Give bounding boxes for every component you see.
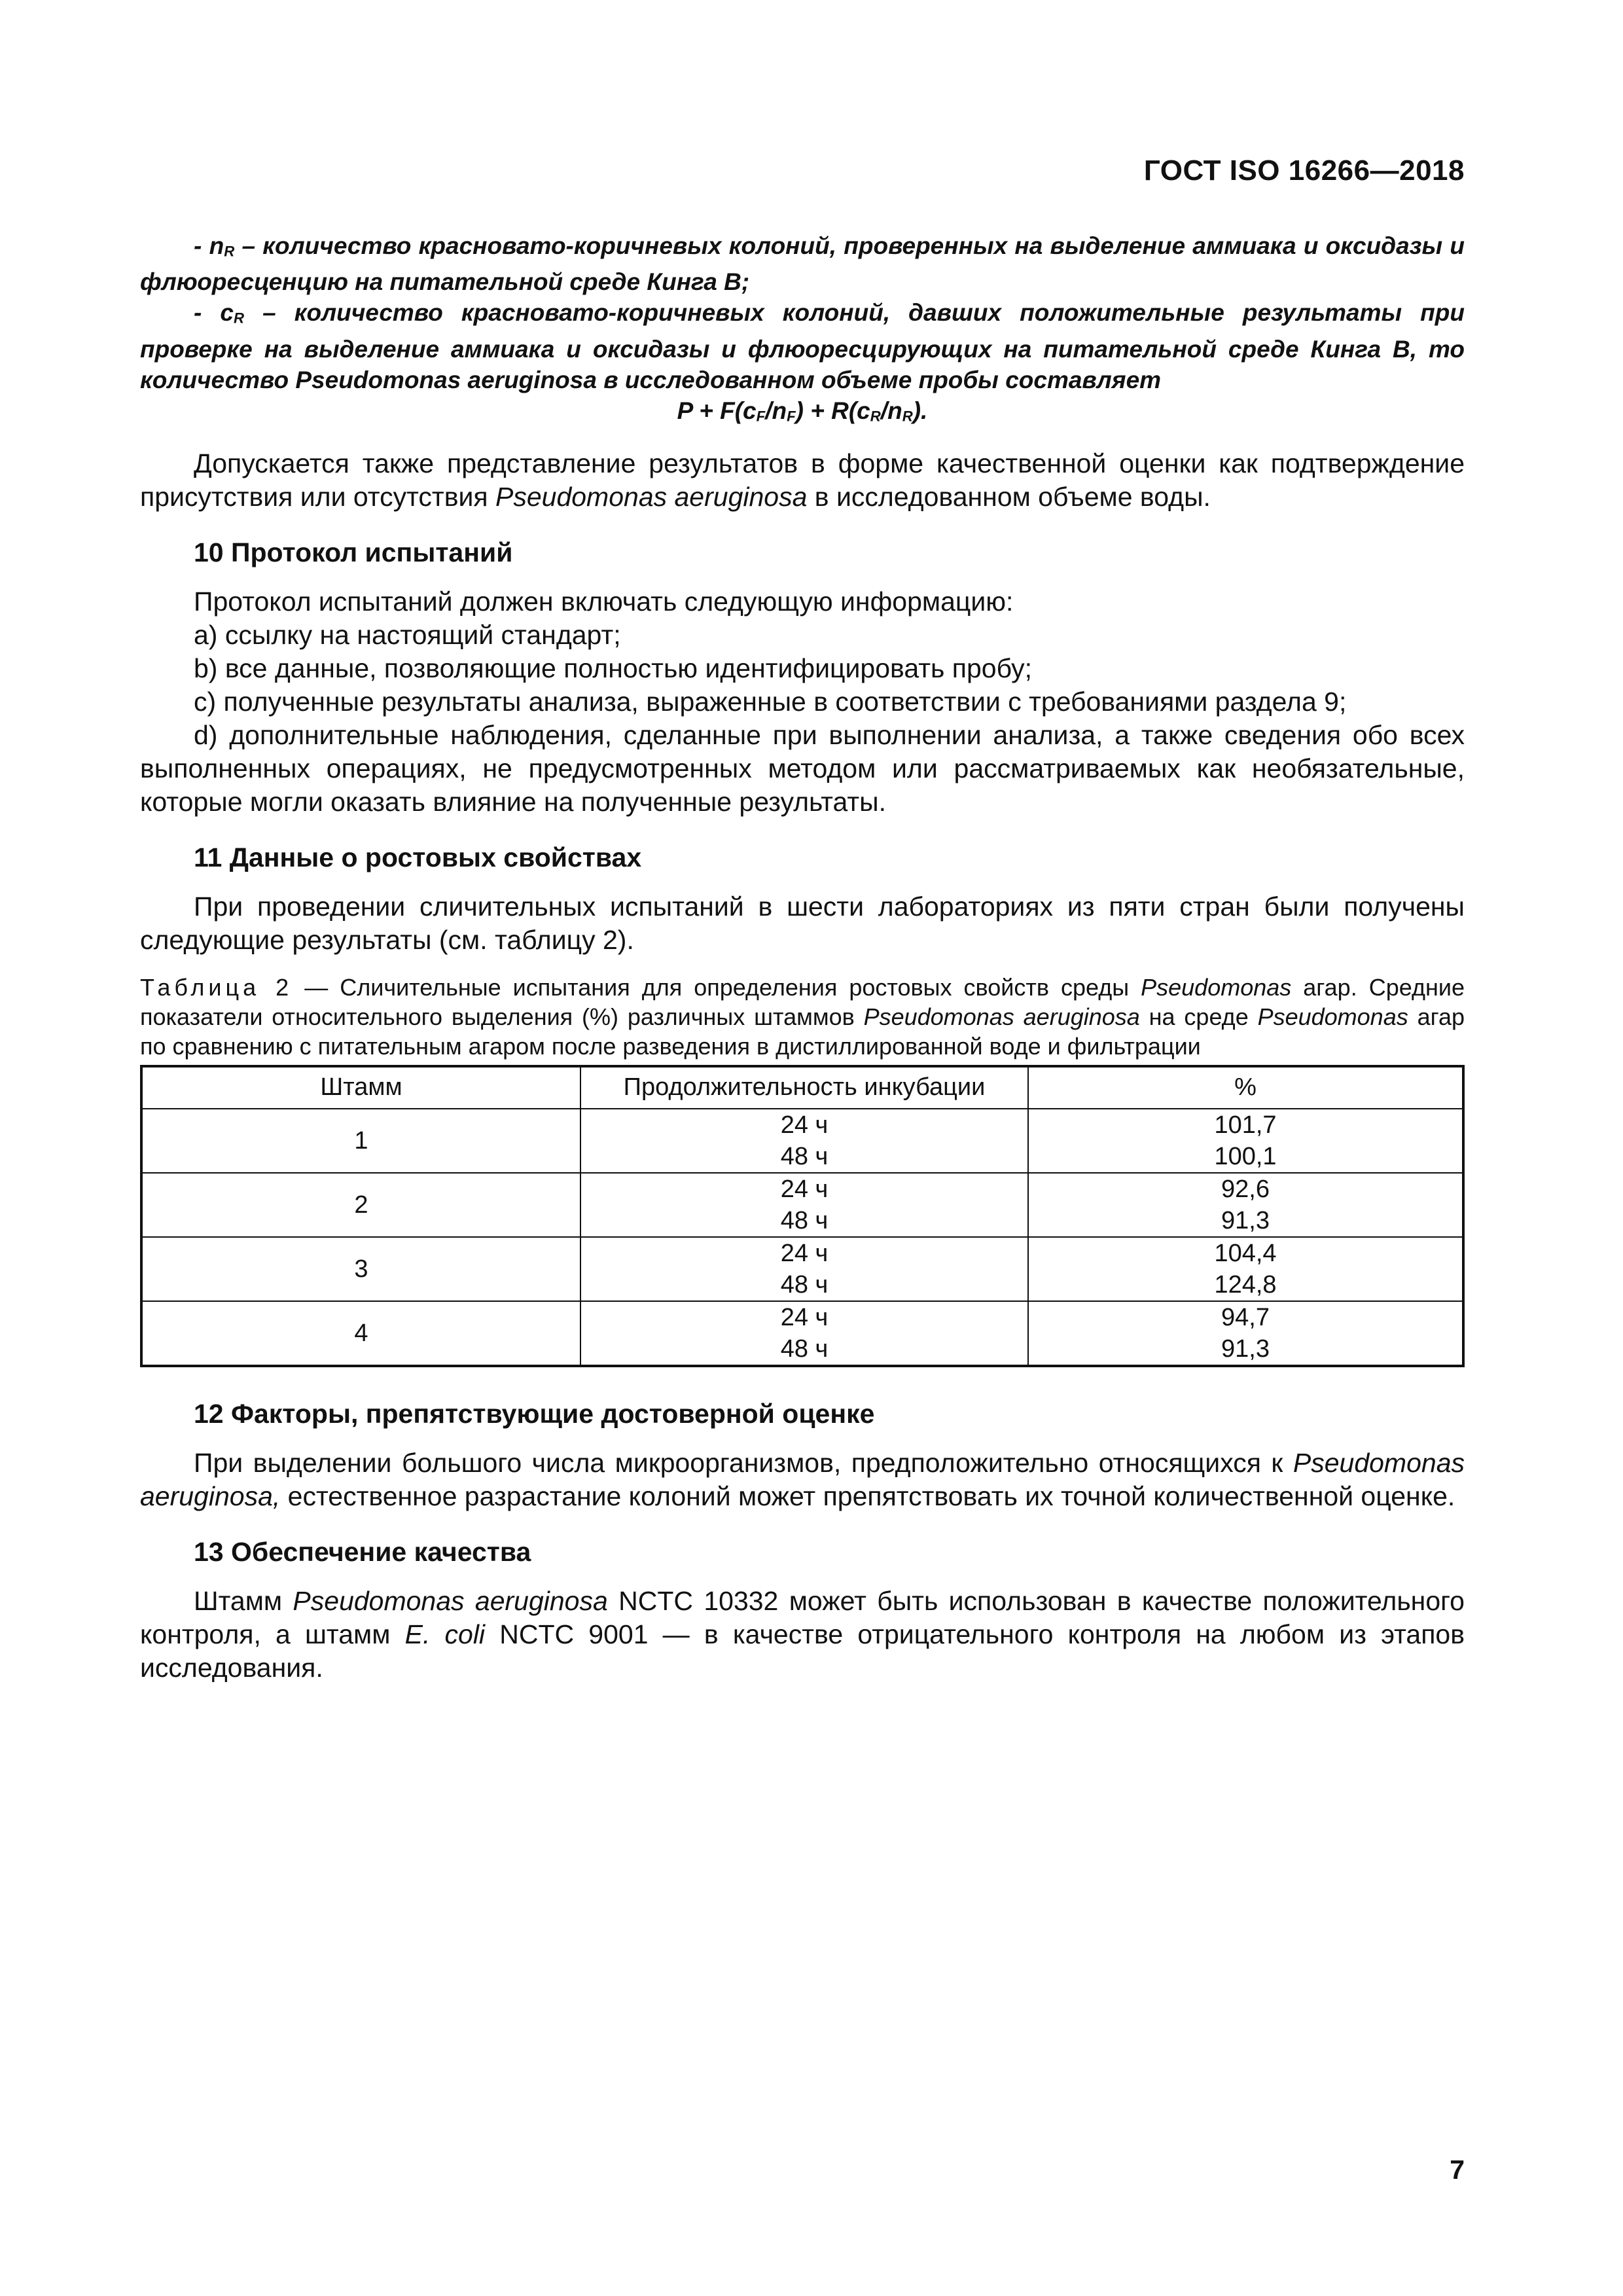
percent-cell: 104,4 — [1028, 1237, 1463, 1269]
percent-cell: 91,3 — [1028, 1333, 1463, 1366]
column-header-duration: Продолжительность инкубации — [580, 1066, 1028, 1109]
page-content — [140, 230, 1465, 1700]
section-10-intro: Протокол испытаний должен включать следующую информацию: — [194, 586, 1014, 617]
list-item: c) полученные результаты анализа, выраженные в соответствии с требованиями раздела 9; — [194, 686, 1347, 717]
duration-cell: 24 ч — [580, 1109, 1028, 1141]
definition-cr: - $c_R$ – количество красновато-коричневых колоний, давших положительные результаты при проверке на выделение аммиака и оксидазы и флюоресцирующих на питательной среде Кинга В, то количество Pseudomonas aeruginosa в исследованном объеме пробы составляет — [140, 299, 1465, 393]
section-11-heading: 11 Данные о ростовых свойствах — [194, 842, 642, 872]
duration-cell: 24 ч — [580, 1301, 1028, 1333]
section-13-heading: 13 Обеспечение качества — [194, 1536, 531, 1567]
duration-cell: 48 ч — [580, 1205, 1028, 1237]
duration-cell: 48 ч — [580, 1333, 1028, 1366]
document-code: ГОСТ ISO 16266—2018 — [1143, 154, 1465, 187]
duration-cell: 24 ч — [580, 1173, 1028, 1205]
section-12-heading: 12 Факторы, препятствующие достоверной оценке — [194, 1398, 875, 1429]
table-2-caption: Таблица 2 — Сличительные испытания для определения ростовых свойств среды Pseudomonas агар. Средние показатели относительного выделения (%) различных штаммов Pseudomonas aeruginosa на среде Pseudomonas агар по сравнению с питательным агаром после разведения в дистиллированной воде и фильтрации — [140, 973, 1465, 1060]
section-10-list — [140, 585, 1465, 819]
strain-cell: 2 — [141, 1173, 580, 1237]
table-row — [141, 1173, 1463, 1205]
percent-cell: 101,7 — [1028, 1109, 1463, 1141]
table-header-row — [141, 1066, 1463, 1109]
duration-cell: 24 ч — [580, 1237, 1028, 1269]
strain-cell: 3 — [141, 1237, 580, 1301]
list-item: b) все данные, позволяющие полностью идентифицировать пробу; — [194, 653, 1033, 683]
page-number: 7 — [1450, 2155, 1465, 2185]
section-12-paragraph: При выделении большого числа микроорганизмов, предположительно относящихся к Pseudomonas aeruginosa, естественное разрастание колоний может препятствовать их точной количественной оценке. — [140, 1447, 1465, 1511]
percent-cell: 91,3 — [1028, 1205, 1463, 1237]
table-2 — [140, 1065, 1465, 1367]
percent-cell: 124,8 — [1028, 1269, 1463, 1301]
result-formula: $P + F(c_F/n_F) + R(c_R/n_R)$. — [677, 397, 928, 424]
paragraph-qualitative-results: Допускается также представление результатов в форме качественной оценки как подтверждение присутствия или отсутствия Pseudomonas aeruginosa в исследованном объеме воды. — [140, 448, 1465, 512]
table-row — [141, 1301, 1463, 1333]
percent-cell: 100,1 — [1028, 1141, 1463, 1173]
strain-cell: 4 — [141, 1301, 580, 1366]
list-item: a) ссылку на настоящий стандарт; — [194, 619, 621, 650]
section-13-paragraph: Штамм Pseudomonas aeruginosa NCTC 10332 может быть использован в качестве положительного контроля, а штамм E. coli NCTC 9001 — в качестве отрицательного контроля на любом из этапов исследования. — [140, 1585, 1465, 1683]
column-header-percent: % — [1028, 1066, 1463, 1109]
table-row — [141, 1237, 1463, 1269]
table-row — [141, 1109, 1463, 1141]
percent-cell: 92,6 — [1028, 1173, 1463, 1205]
percent-cell: 94,7 — [1028, 1301, 1463, 1333]
column-header-strain: Штамм — [141, 1066, 580, 1109]
section-11-paragraph: При проведении сличительных испытаний в шести лабораториях из пяти стран были получены следующие результаты (см. таблицу 2). — [140, 891, 1465, 955]
strain-cell: 1 — [141, 1109, 580, 1173]
duration-cell: 48 ч — [580, 1269, 1028, 1301]
list-item: d) дополнительные наблюдения, сделанные при выполнении анализа, а также сведения обо всех выполненных операциях, не предусмотренных методом или рассматриваемых как необязательные, которые могли оказать влияние на полученные результаты. — [140, 719, 1465, 817]
definition-nr: - $n_R$ – количество красновато-коричневых колоний, проверенных на выделение аммиака и оксидазы и флюоресценцию на питательной среде Кинга В; — [140, 232, 1465, 296]
section-10-heading: 10 Протокол испытаний — [194, 537, 513, 567]
duration-cell: 48 ч — [580, 1141, 1028, 1173]
